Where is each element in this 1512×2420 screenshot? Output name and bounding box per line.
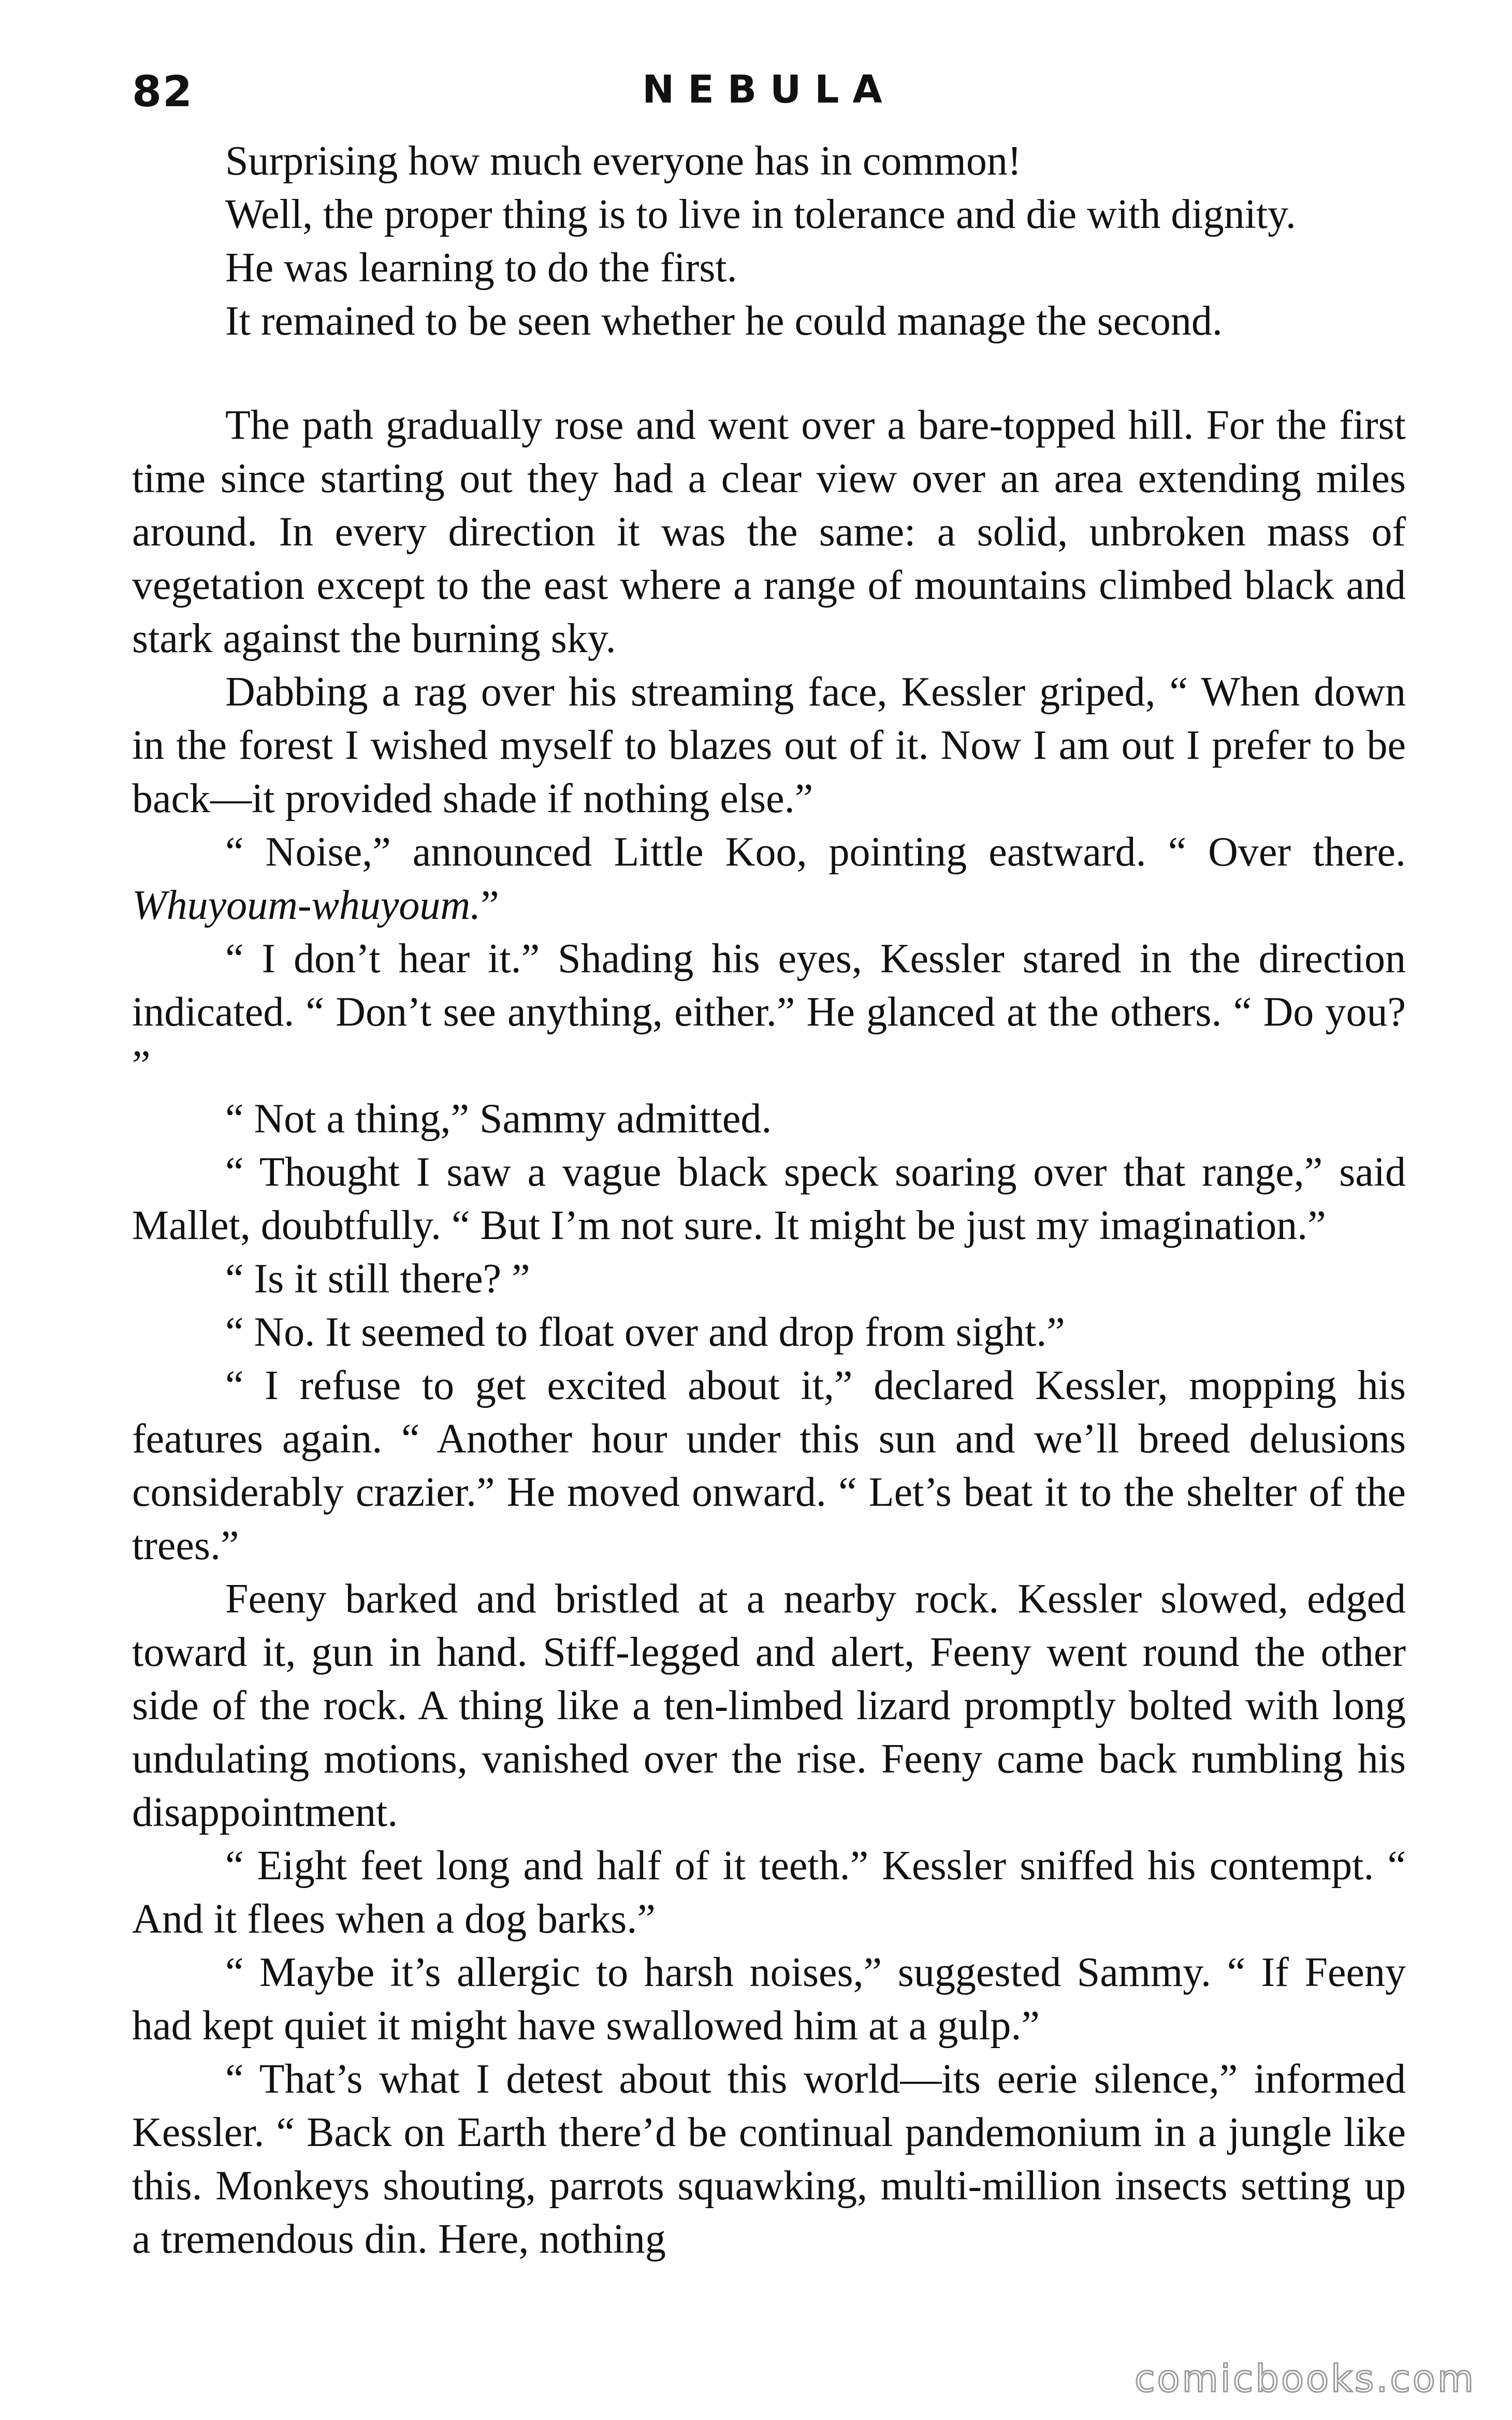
paragraph: The path gradually rose and went over a bare-topped hill. For the first time since starting out they had a clear view over an area extending miles around. In every direction it was the same: a solid, unbroken mass of vegetation except to the east where a range of mountains climbed black and stark against the burning sky.: [132, 402, 1406, 661]
paragraph: “ Eight feet long and half of it teeth.” Kessler sniffed his contempt. “ And it flees when a dog barks.”: [132, 1843, 1406, 1942]
paragraph: Surprising how much everyone has in common!: [225, 138, 1022, 184]
paragraph: It remained to be seen whether he could manage the second.: [225, 298, 1223, 344]
paragraph: “ Is it still there? ”: [225, 1256, 530, 1302]
book-page: [132, 62, 1406, 2266]
watermark: comicbooks.com: [1134, 2357, 1476, 2400]
italic-sound-word: Whuyoum-whuyoum.: [132, 883, 481, 928]
paragraph-text: “ Noise,” announced Little Koo, pointing eastward. “ Over there.: [225, 829, 1406, 875]
paragraph: “ Thought I saw a vague black speck soaring over that range,” said Mallet, doubtfully. “ But I’m not sure. It might be just my imagination.”: [132, 1149, 1406, 1248]
paragraph: “ I don’t hear it.” Shading his eyes, Kessler stared in the direction indicated. “ Don’t see anything, either.” He glanced at the others. “ Do you? ”: [132, 936, 1406, 1088]
paragraph-text: ”: [481, 883, 499, 928]
paragraph: [132, 826, 1406, 932]
paragraph: “ Maybe it’s allergic to harsh noises,” suggested Sammy. “ If Feeny had kept quiet it might have swallowed him at a gulp.”: [132, 1950, 1406, 2049]
paragraph: Well, the proper thing is to live in tolerance and die with dignity.: [225, 192, 1296, 237]
body-text: [132, 135, 1406, 2266]
paragraph: “ No. It seemed to float over and drop from sight.”: [225, 1309, 1065, 1355]
page-number: 82: [132, 67, 194, 117]
running-head: [132, 62, 1406, 135]
paragraph: He was learning to do the first.: [225, 245, 737, 291]
book-title: NEBULA: [642, 67, 896, 112]
paragraph: Feeny barked and bristled at a nearby rock. Kessler slowed, edged toward it, gun in hand. Stiff-legged and alert, Feeny went round the other side of the rock. A thing like a ten-limbed lizard promptly bolted with long undulating motions, vanished over the rise. Feeny came back rumbling his disappointment.: [132, 1576, 1406, 1835]
paragraph: “ I refuse to get excited about it,” declared Kessler, mopping his features again. “ Another hour under this sun and we’ll breed delusions considerably crazier.” He moved onward. “ Let’s beat it to the shelter of the trees.”: [132, 1363, 1406, 1568]
paragraph: “ That’s what I detest about this world—its eerie silence,” informed Kessler. “ Back on Earth there’d be continual pandemonium in a jungle like this. Monkeys shouting, parrots squawking, multi-million insects setting up a tremendous din. Here, nothing: [132, 2056, 1406, 2262]
paragraph: Dabbing a rag over his streaming face, Kessler griped, “ When down in the forest I wished myself to blazes out of it. Now I am out I prefer to be back—it provided shade if nothing else.”: [132, 669, 1406, 822]
paragraph: “ Not a thing,” Sammy admitted.: [225, 1096, 772, 1142]
